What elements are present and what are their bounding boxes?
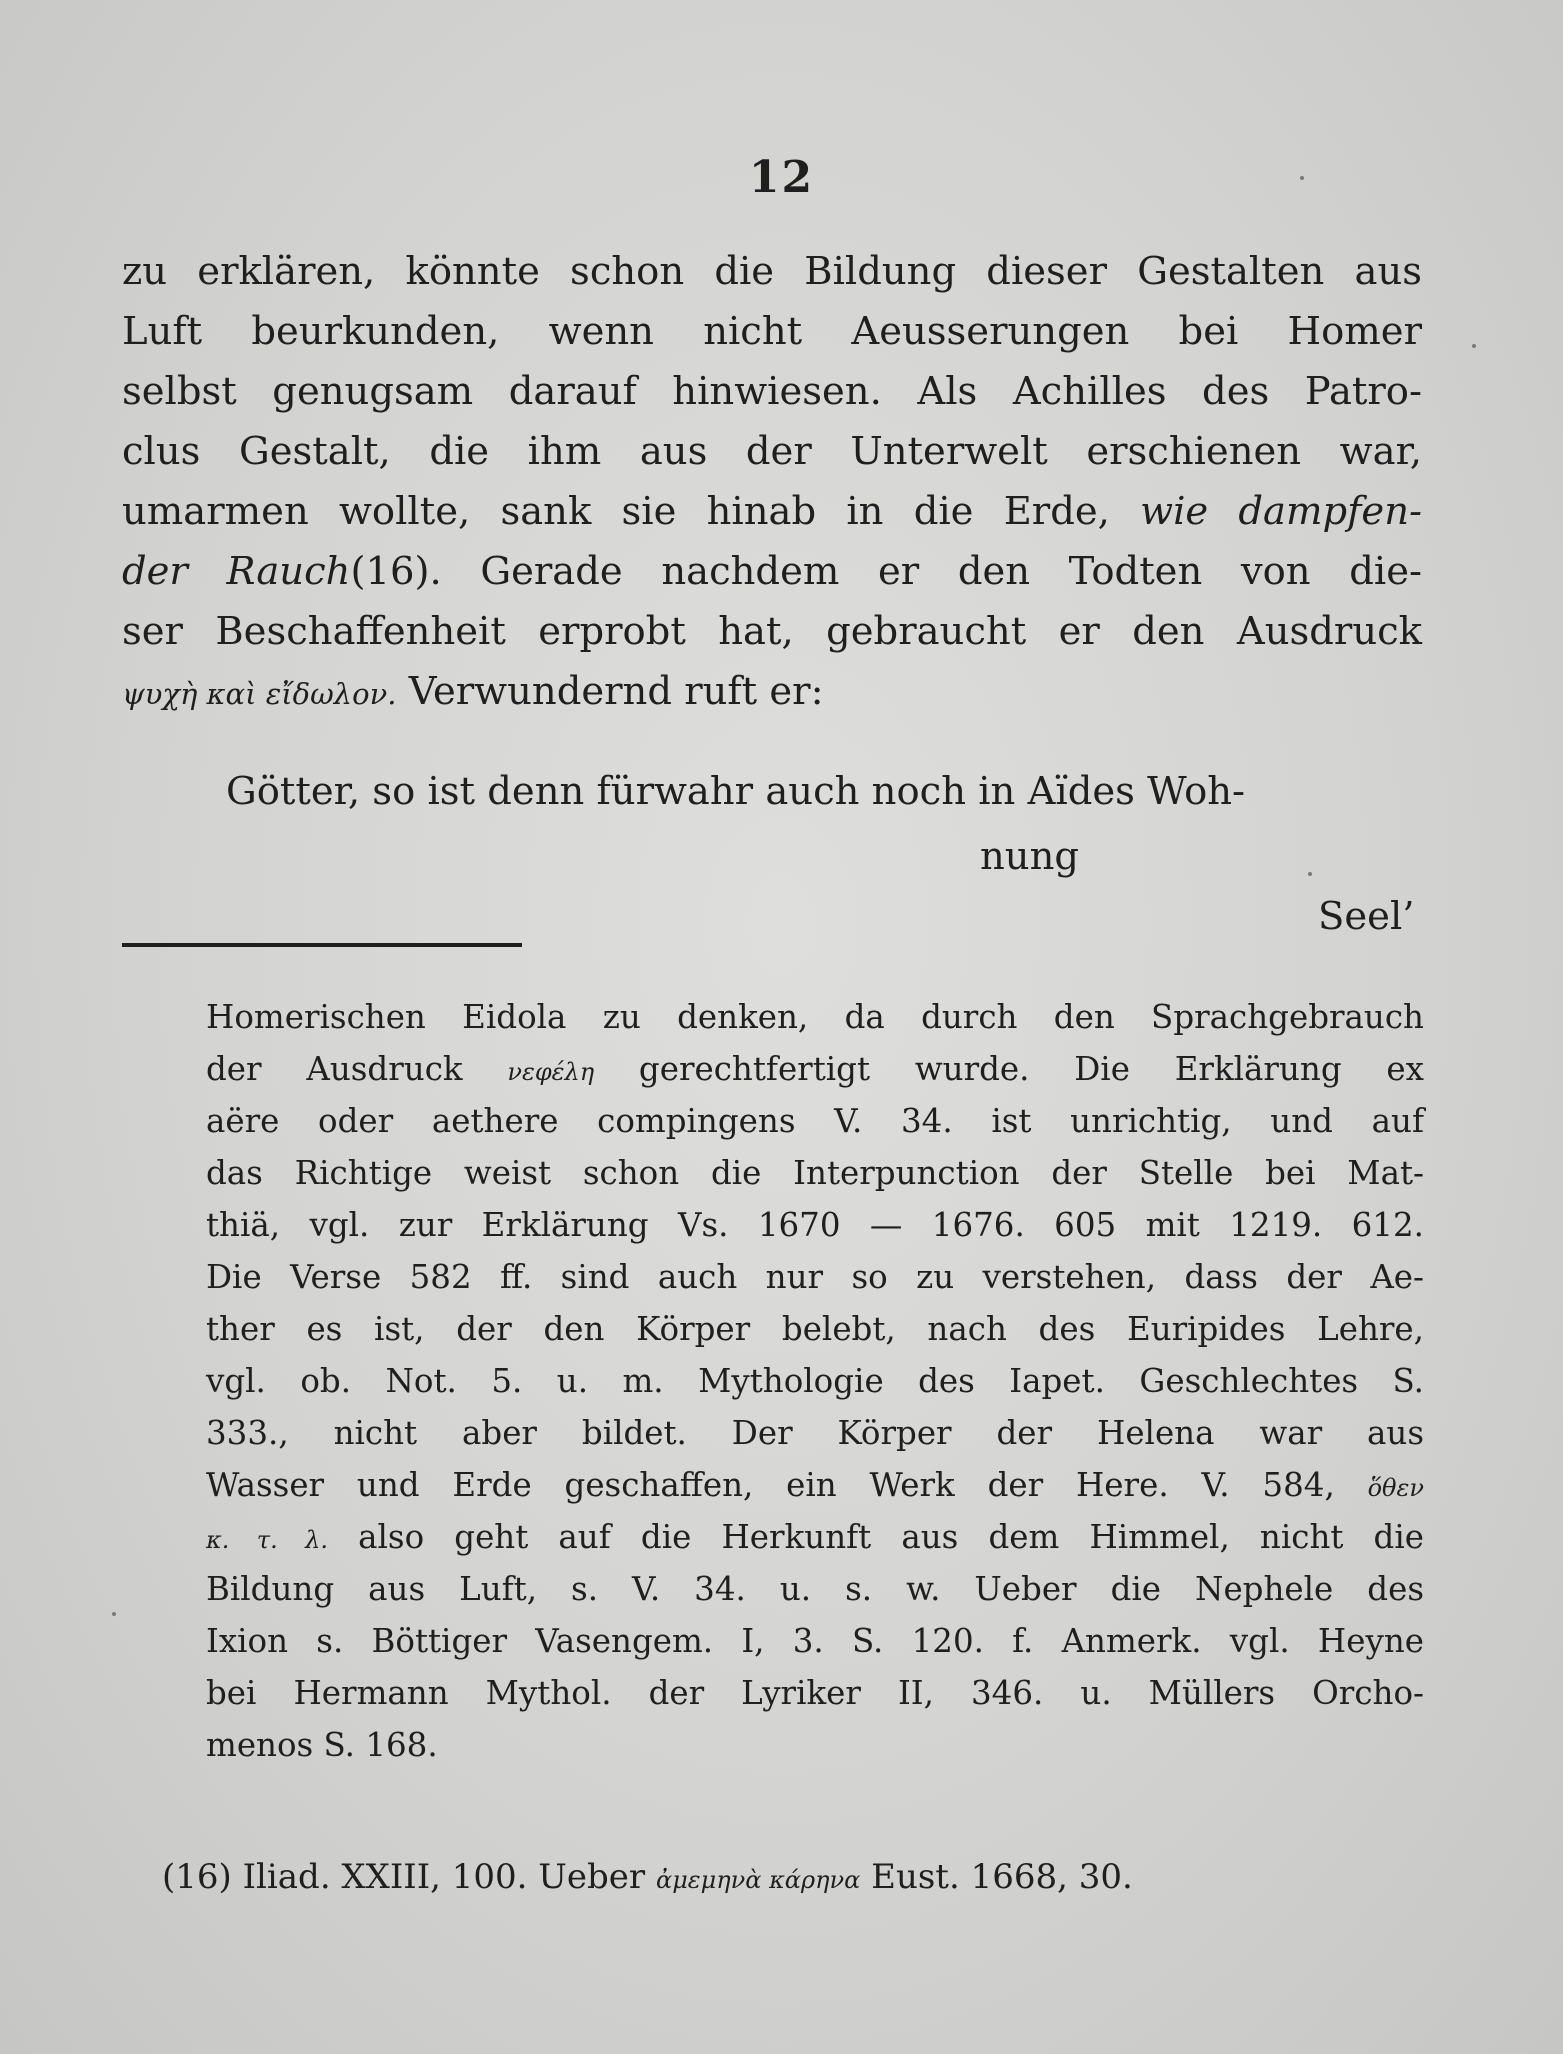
footnote-line-10-greek: ὅθεν (1367, 1474, 1424, 1502)
body-line-3: selbst genugsam darauf hinwiesen. Als Achilles des Patro- (122, 369, 1422, 414)
footnote-line-1: Homerischen Eidola zu denken, da durch den Sprachgebrauch (206, 998, 1424, 1036)
paper-speck (1472, 344, 1476, 348)
page-number: 12 (748, 152, 815, 203)
body-line-6 (122, 549, 1422, 594)
footnote-line-2-greek: νεφέλη (507, 1058, 595, 1086)
footnote-16-greek: ἀμεμηνὰ κάρηνα (655, 1866, 861, 1894)
footnote-line-8: vgl. ob. Not. 5. u. m. Mythologie des Iapet. Geschlechtes S. (206, 1362, 1424, 1400)
footnote-16-text-a: (16) Iliad. XXIII, 100. Ueber (162, 1857, 646, 1897)
body-line-8-text: Verwundernd ruft er: (408, 669, 824, 714)
footnote-16 (162, 1857, 1133, 1897)
body-line-2: Luft beurkunden, wenn nicht Aeusserungen bei Homer (122, 309, 1422, 354)
footnote-line-15: menos S. 168. (206, 1726, 438, 1764)
verse-line-1: Götter, so ist denn fürwahr auch noch in Aïdes Woh- (226, 769, 1246, 814)
body-line-8-greek: ψυχὴ καὶ εἴδωλον. (122, 677, 397, 711)
paper-speck (112, 1612, 116, 1616)
paper-speck (1300, 176, 1304, 180)
footnote-line-3: aëre oder aethere compingens V. 34. ist unrichtig, und auf (206, 1102, 1424, 1140)
catchword: Seel’ (1318, 894, 1415, 939)
paper-speck (1308, 872, 1312, 876)
body-line-5 (122, 489, 1423, 534)
body-line-6-text: (16). Gerade nachdem er den Todten von die- (350, 549, 1422, 594)
body-line-1: zu erklären, könnte schon die Bildung dieser Gestalten aus (122, 249, 1422, 294)
footnote-line-12: Bildung aus Luft, s. V. 34. u. s. w. Ueber die Nephele des (206, 1570, 1424, 1608)
verse-line-1-continuation: nung (980, 834, 1080, 879)
footnote-line-6: Die Verse 582 ff. sind auch nur so zu verstehen, dass der Ae- (206, 1258, 1424, 1296)
body-line-7: ser Beschaffenheit erprobt hat, gebraucht er den Ausdruck (122, 609, 1422, 654)
body-line-5-text: umarmen wollte, sank sie hinab in die Erde, (122, 489, 1110, 534)
body-line-6-italic: der Rauch (122, 549, 351, 594)
footnote-line-4: das Richtige weist schon die Interpunction der Stelle bei Mat- (206, 1154, 1424, 1192)
footnote-line-11-greek: κ. τ. λ. (206, 1526, 328, 1554)
footnote-line-2 (206, 1050, 1424, 1088)
footnote-line-11 (206, 1518, 1424, 1556)
footnote-line-13: Ixion s. Böttiger Vasengem. I, 3. S. 120. f. Anmerk. vgl. Heyne (206, 1622, 1424, 1660)
footnote-line-10 (206, 1466, 1424, 1504)
body-line-8 (122, 669, 824, 714)
body-line-4: clus Gestalt, die ihm aus der Unterwelt erschienen war, (122, 429, 1422, 474)
footnote-line-7: ther es ist, der den Körper belebt, nach des Euripides Lehre, (206, 1310, 1424, 1348)
footnote-line-14: bei Hermann Mythol. der Lyriker II, 346. u. Müllers Orcho- (206, 1674, 1424, 1712)
footnote-line-11-text: also geht auf die Herkunft aus dem Himmel, nicht die (358, 1518, 1424, 1556)
footnote-line-2-text-a: der Ausdruck (206, 1050, 463, 1088)
footnote-line-5: thiä, vgl. zur Erklärung Vs. 1670 — 1676. 605 mit 1219. 612. (206, 1206, 1424, 1244)
footnote-line-10-text: Wasser und Erde geschaffen, ein Werk der Here. V. 584, (206, 1466, 1335, 1504)
footnote-line-9: 333., nicht aber bildet. Der Körper der Helena war aus (206, 1414, 1424, 1452)
footnote-line-2-text-b: gerechtfertigt wurde. Die Erklärung ex (638, 1050, 1424, 1088)
footnote-16-text-b: Eust. 1668, 30. (871, 1857, 1133, 1897)
footnote-rule (122, 943, 522, 947)
body-line-5-italic: wie dampfen- (1140, 489, 1423, 534)
